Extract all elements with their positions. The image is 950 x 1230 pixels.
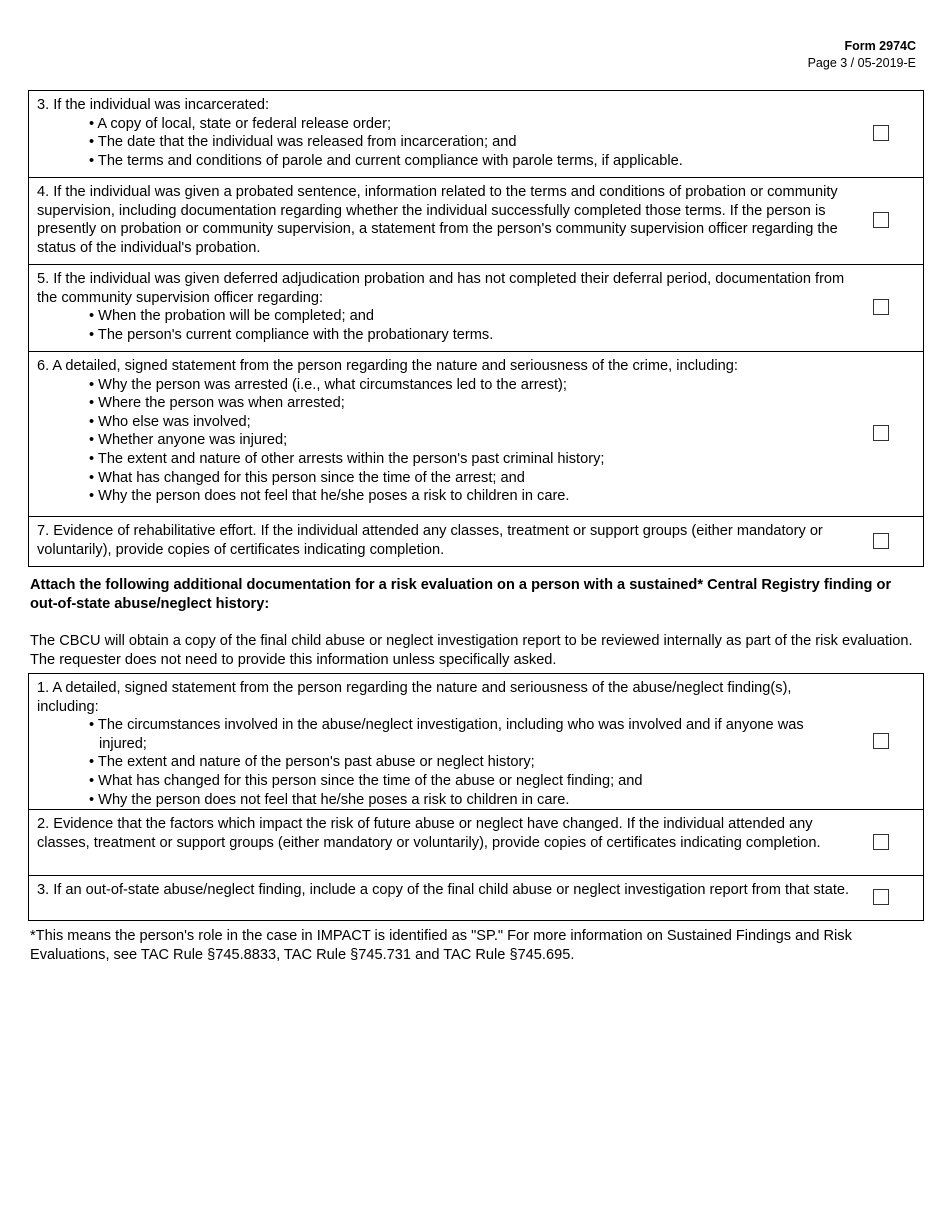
page-info: Page 3 / 05-2019-E — [807, 55, 916, 70]
checklist-row-6 — [29, 352, 923, 517]
item-text: 7. Evidence of rehabilitative effort. If the individual attended any classes, treatment or support groups (either mandatory or voluntarily), provide copies of certificates indicating completion. — [37, 523, 823, 558]
form-number: Form 2974C — [844, 39, 916, 53]
abuse-item-2-checkbox[interactable] — [873, 834, 889, 850]
item-text: 5. If the individual was given deferred adjudication probation and has not completed their deferral period, documentation from the community supervision officer regarding: — [37, 271, 845, 306]
item-text: 3. If an out-of-state abuse/neglect finding, include a copy of the final child abuse or neglect investigation report from that state. — [37, 882, 850, 898]
form-header — [808, 38, 916, 71]
checklist-row-3 — [29, 91, 923, 178]
bullet-item: • The date that the individual was released from incarceration; and — [89, 134, 517, 151]
abuse-item-3-checkbox[interactable] — [873, 889, 889, 905]
abuse-item-1-checkbox[interactable] — [873, 733, 889, 749]
item-text: 2. Evidence that the factors which impact the risk of future abuse or neglect have changed. If the individual attended any classes, treatment or support groups (either mandatory or voluntarily), provide copies of certificates indicating completion. — [37, 816, 821, 851]
bullet-list — [37, 115, 853, 171]
bullet-item: • The extent and nature of the person's past abuse or neglect history; — [89, 754, 535, 771]
bullet-item: • What has changed for this person since the time of the abuse or neglect finding; and — [89, 772, 643, 789]
bullet-item: • Whether anyone was injured; — [89, 432, 288, 449]
bullet-item: • Where the person was when arrested; — [89, 395, 345, 412]
checklist-row-7 — [29, 517, 923, 567]
abuse-row-2 — [29, 810, 923, 876]
bullet-item: • The extent and nature of other arrests within the person's past criminal history; — [89, 450, 605, 467]
footnote: *This means the person's role in the case in IMPACT is identified as "SP." For more information on Sustained Findings and Risk Evaluations, see TAC Rule §745.8833, TAC Rule §745.731 and TAC Rule §745.695. — [30, 928, 852, 963]
bullet-item: • Who else was involved; — [89, 413, 251, 430]
section-intro: The CBCU will obtain a copy of the final child abuse or neglect investigation report to be reviewed internally as part of the risk evaluation. The requester does not need to provide this information unless specifically asked. — [30, 633, 913, 668]
item-text: 6. A detailed, signed statement from the person regarding the nature and seriousness of the crime, including: — [37, 358, 738, 374]
abuse-row-3 — [29, 876, 923, 921]
checklist-row-4 — [29, 178, 923, 265]
item-text: 1. A detailed, signed statement from the person regarding the nature and seriousness of the abuse/neglect finding(s), including: — [37, 680, 792, 715]
bullet-item: • The circumstances involved in the abuse/neglect investigation, including who was involved and if anyone was injured; — [89, 717, 804, 752]
item-7-checkbox[interactable] — [873, 533, 889, 549]
bullet-item: • The person's current compliance with the probationary terms. — [89, 326, 494, 343]
item-text: 3. If the individual was incarcerated: — [37, 97, 270, 113]
abuse-neglect-checklist — [28, 673, 924, 921]
bullet-item: • Why the person does not feel that he/she poses a risk to children in care. — [89, 488, 570, 505]
item-text: 4. If the individual was given a probated sentence, information related to the terms and conditions of probation or community supervision, including documentation regarding whether the individual successfully completed those terms. If the person is presently on probation or community supervision, a statement from the person's community supervision officer regarding the status of the individual's probation. — [37, 184, 838, 256]
bullet-list — [37, 307, 853, 344]
bullet-item: • A copy of local, state or federal release order; — [89, 115, 392, 132]
bullet-item: • When the probation will be completed; and — [89, 308, 374, 325]
bullet-item: • Why the person does not feel that he/she poses a risk to children in care. — [89, 791, 570, 808]
checklist-row-5 — [29, 265, 923, 352]
item-6-checkbox[interactable] — [873, 425, 889, 441]
bullet-item: • What has changed for this person since the time of the arrest; and — [89, 469, 525, 486]
abuse-row-1 — [29, 674, 923, 810]
item-3-checkbox[interactable] — [873, 125, 889, 141]
bullet-item: • The terms and conditions of parole and current compliance with parole terms, if applicable. — [89, 152, 683, 169]
item-4-checkbox[interactable] — [873, 212, 889, 228]
section-heading: Attach the following additional documentation for a risk evaluation on a person with a sustained* Central Registry finding or out-of-state abuse/neglect history: — [30, 577, 892, 612]
bullet-list — [37, 376, 853, 506]
item-5-checkbox[interactable] — [873, 299, 889, 315]
bullet-item: • Why the person was arrested (i.e., what circumstances led to the arrest); — [89, 376, 567, 393]
criminal-history-checklist — [28, 90, 924, 567]
bullet-list — [37, 716, 853, 809]
